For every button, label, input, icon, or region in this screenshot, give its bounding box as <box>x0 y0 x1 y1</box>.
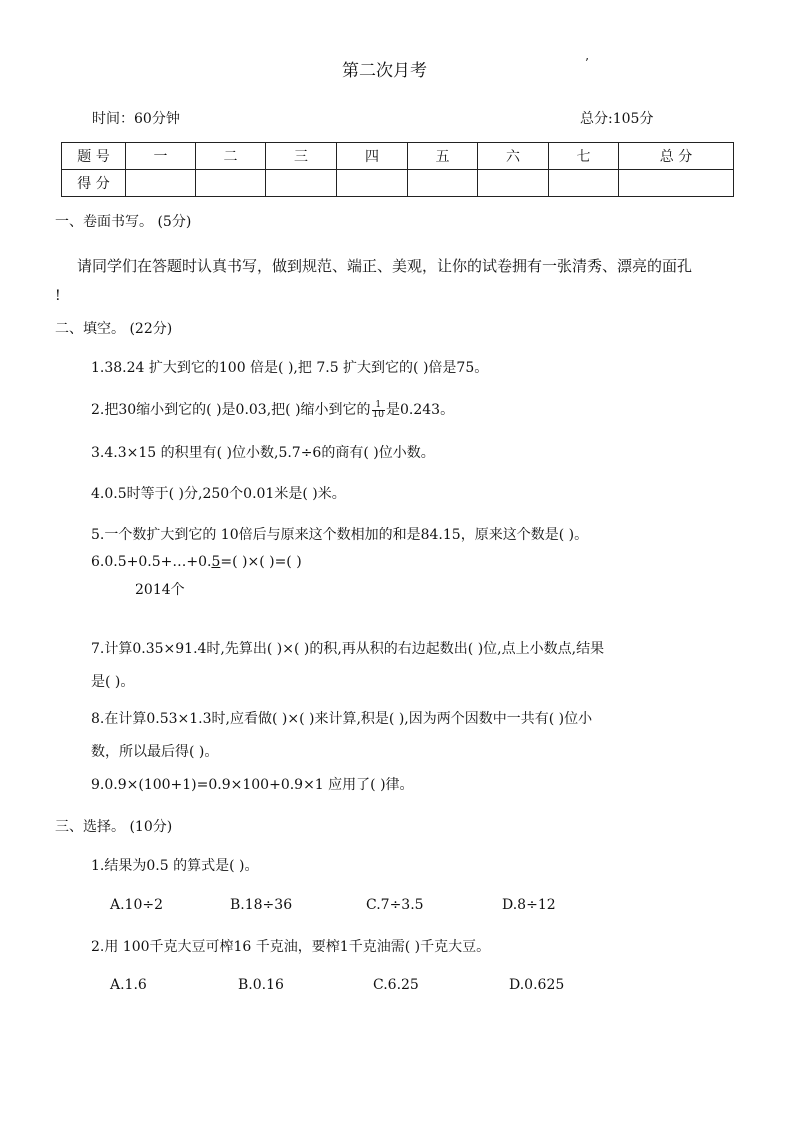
question-text: 是0.243。 <box>386 402 455 418</box>
section-1-text-cont: ! <box>55 288 61 304</box>
score-cell[interactable] <box>549 170 619 197</box>
score-cell[interactable] <box>619 170 734 197</box>
table-row-label: 得 分 <box>62 170 126 197</box>
score-cell[interactable] <box>408 170 478 197</box>
question-2-6 <box>91 554 302 570</box>
option-a[interactable]: A.10÷2 <box>110 897 164 913</box>
option-a[interactable]: A.1.6 <box>110 977 147 993</box>
stray-mark: ’ <box>585 56 589 70</box>
question-2-1: 1.38.24 扩大到它的100 倍是( ),把 7.5 扩大到它的( )倍是75。 <box>91 360 489 376</box>
score-table-header-row <box>62 143 734 170</box>
exam-total-score: 总分:105分 <box>580 111 654 127</box>
question-2-6-note: 2014个 <box>135 582 185 598</box>
question-2-3: 3.4.3×15 的积里有( )位小数,5.7÷6的商有( )位小数。 <box>91 445 435 461</box>
question-2-8: 8.在计算0.53×1.3时,应看做( )×( )来计算,积是( ),因为两个因数中一共有( )位小 <box>91 711 593 727</box>
page-title: 第二次月考 <box>342 61 427 81</box>
section-3-heading: 三、选择。 (10分) <box>55 819 173 835</box>
question-2-5: 5.一个数扩大到它的 10倍后与原来这个数相加的和是84.15，原来这个数是( )。 <box>91 527 589 543</box>
table-header-cell: 七 <box>549 143 619 170</box>
exam-time: 时间：60分钟 <box>92 111 180 127</box>
table-header-cell: 六 <box>478 143 549 170</box>
table-header-cell: 题 号 <box>62 143 126 170</box>
option-d[interactable]: D.0.625 <box>509 977 565 993</box>
table-header-cell: 一 <box>126 143 196 170</box>
score-cell[interactable] <box>478 170 549 197</box>
score-cell[interactable] <box>126 170 196 197</box>
question-2-9: 9.0.9×(100+1)=0.9×100+0.9×1 应用了( )律。 <box>91 777 414 793</box>
underlined-digit: 5 <box>211 554 221 570</box>
option-d[interactable]: D.8÷12 <box>502 897 556 913</box>
table-header-cell: 二 <box>196 143 266 170</box>
question-2-7-cont: 是( )。 <box>91 674 135 690</box>
question-text: 2.把30缩小到它的( )是0.03,把( )缩小到它的 <box>91 402 371 418</box>
fraction-denominator: 10 <box>372 409 384 420</box>
score-table <box>61 142 734 197</box>
table-header-cell: 三 <box>266 143 337 170</box>
fraction <box>372 401 385 420</box>
score-cell[interactable] <box>266 170 337 197</box>
question-2-7: 7.计算0.35×91.4时,先算出( )×( )的积,再从积的右边起数出( )位,点上小数点,结果 <box>91 641 605 657</box>
table-header-cell: 五 <box>408 143 478 170</box>
option-b[interactable]: B.0.16 <box>238 977 284 993</box>
section-1-heading: 一、卷面书写。 (5分) <box>55 214 192 230</box>
question-2-4: 4.0.5时等于( )分,250个0.01米是( )米。 <box>91 486 346 502</box>
score-table-score-row <box>62 170 734 197</box>
table-header-cell: 总 分 <box>619 143 734 170</box>
question-3-2: 2.用 100千克大豆可榨16 千克油，要榨1千克油需( )千克大豆。 <box>91 939 491 955</box>
fraction-numerator: 1 <box>372 401 385 411</box>
option-b[interactable]: B.18÷36 <box>230 897 293 913</box>
question-2-2 <box>91 399 454 420</box>
question-2-8-cont: 数，所以最后得( )。 <box>91 744 219 760</box>
section-2-heading: 二、填空。 (22分) <box>55 321 173 337</box>
question-3-1: 1.结果为0.5 的算式是( )。 <box>91 858 259 874</box>
option-c[interactable]: C.7÷3.5 <box>366 897 424 913</box>
option-c[interactable]: C.6.25 <box>373 977 419 993</box>
question-text: 6.0.5+0.5+…+0. <box>91 554 212 570</box>
table-header-cell: 四 <box>337 143 408 170</box>
score-cell[interactable] <box>196 170 266 197</box>
section-1-text: 请同学们在答题时认真书写，做到规范、端正、美观，让你的试卷拥有一张清秀、漂亮的面孔 <box>77 257 693 275</box>
score-cell[interactable] <box>337 170 408 197</box>
question-text: =( )×( )=( ) <box>220 554 302 570</box>
